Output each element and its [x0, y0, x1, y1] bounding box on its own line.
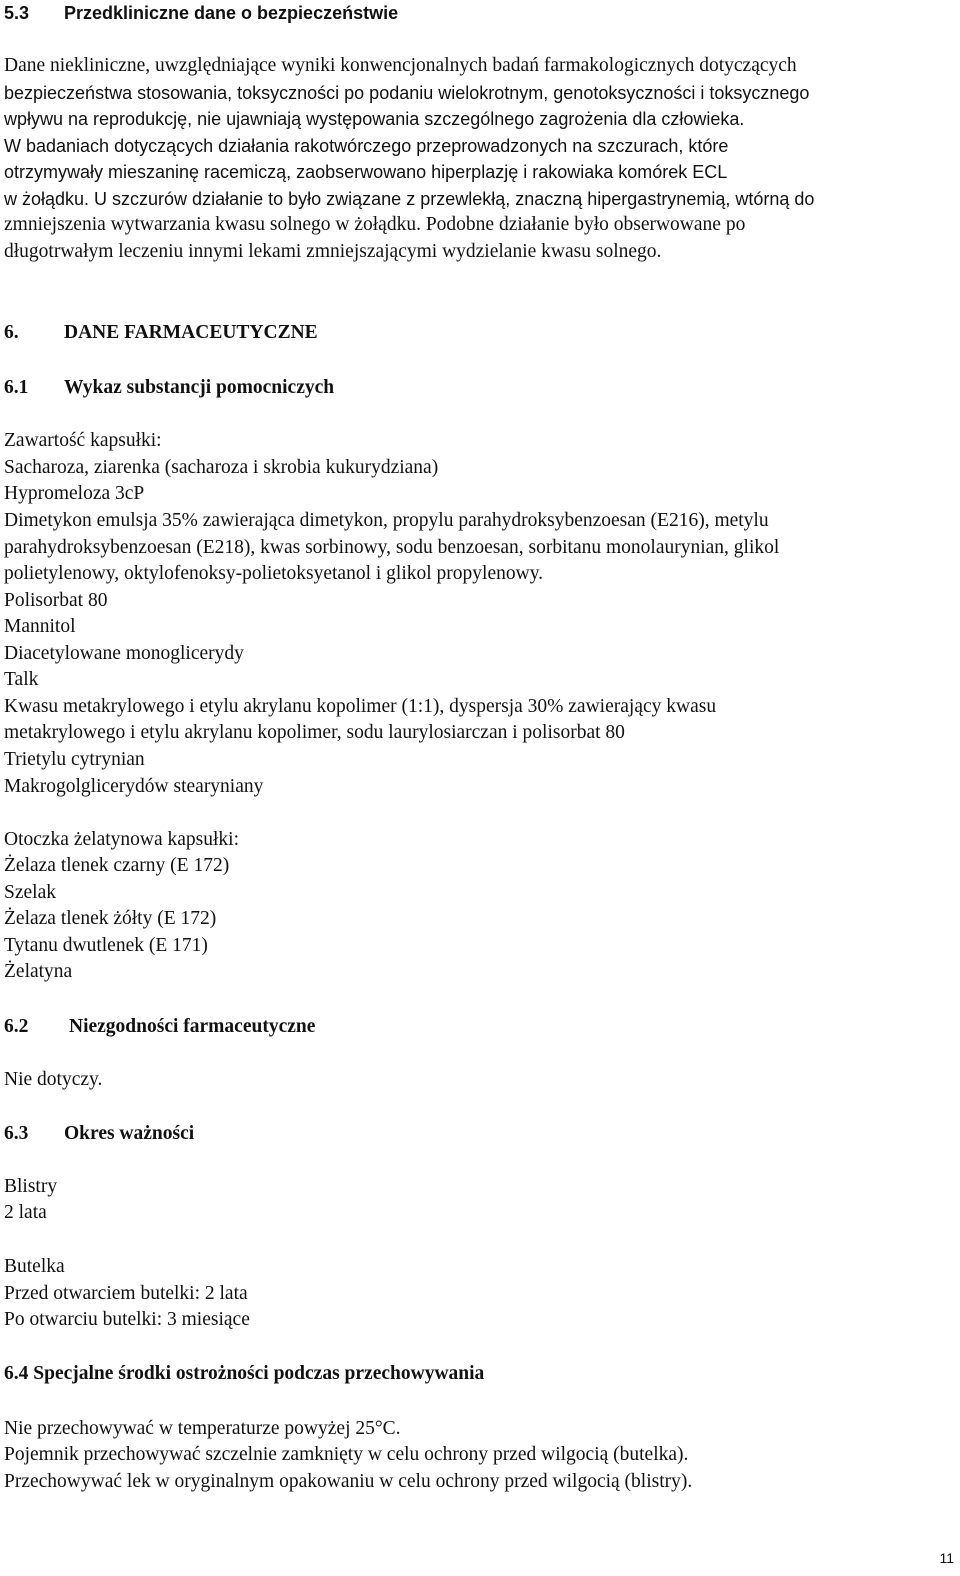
shell-line: Szelak — [4, 882, 56, 903]
excipient-line: Talk — [4, 669, 39, 690]
excipient-subheading: Zawartość kapsułki: — [4, 430, 162, 451]
shelf-life-line: 2 lata — [4, 1202, 47, 1223]
excipient-line: Trietylu cytrynian — [4, 749, 145, 770]
shelf-life-line: Blistry — [4, 1176, 58, 1197]
section-6-3-heading — [4, 1121, 194, 1147]
excipient-line: Kwasu metakrylowego i etylu akrylanu kopolimer (1:1), dyspersja 30% zawierający kwasu — [4, 696, 717, 717]
excipient-line: polietylenowy, oktylofenoksy-polietoksyetanol i glikol propylenowy. — [4, 563, 544, 584]
section-number: 6.3 — [4, 1123, 29, 1144]
body-line: Dane niekliniczne, uwzględniające wyniki konwencjonalnych badań farmakologicznych dotyczących — [4, 55, 797, 76]
body-line: Nie dotyczy. — [4, 1069, 103, 1090]
page-number: 11 — [939, 1550, 954, 1566]
excipient-line: Diacetylowane monoglicerydy — [4, 643, 244, 664]
section-title: Niezgodności farmaceutyczne — [69, 1016, 316, 1037]
body-line: wpływu na reprodukcję, nie ujawniają występowania szczególnego zagrożenia dla człowieka. — [4, 109, 745, 129]
section-title: DANE FARMACEUTYCZNE — [64, 322, 318, 343]
excipient-line: Hypromeloza 3cP — [4, 483, 145, 504]
body-line: długotrwałym leczeniu innymi lekami zmniejszającymi wydzielanie kwasu solnego. — [4, 241, 662, 262]
shelf-life-line: Przed otwarciem butelki: 2 lata — [4, 1283, 248, 1304]
section-6-heading — [4, 320, 318, 346]
section-number: 6.1 — [4, 377, 29, 398]
shell-subheading: Otoczka żelatynowa kapsułki: — [4, 829, 239, 850]
section-6-2-heading — [4, 1014, 315, 1040]
excipient-line: metakrylowego i etylu akrylanu kopolimer, sodu laurylosiarczan i polisorbat 80 — [4, 722, 625, 743]
section-number: 6. — [4, 322, 19, 343]
shell-line: Żelaza tlenek żółty (E 172) — [4, 908, 217, 929]
shelf-life-line: Po otwarciu butelki: 3 miesiące — [4, 1309, 250, 1330]
shell-line: Żelatyna — [4, 961, 73, 982]
section-5-3-heading — [4, 0, 398, 26]
section-6-4-heading — [4, 1361, 484, 1387]
body-line: zmniejszenia wytwarzania kwasu solnego w żołądku. Podobne działanie było obserwowane po — [4, 214, 746, 235]
section-6-1-heading — [4, 375, 334, 401]
excipient-line: Sacharoza, ziarenka (sacharoza i skrobia kukurydziana) — [4, 457, 439, 478]
storage-line: Przechowywać lek w oryginalnym opakowaniu w celu ochrony przed wilgocią (blistry). — [4, 1471, 693, 1492]
shell-line: Tytanu dwutlenek (E 171) — [4, 935, 208, 956]
shell-line: Żelaza tlenek czarny (E 172) — [4, 855, 230, 876]
section-number: 5.3 — [4, 3, 30, 23]
storage-line: Pojemnik przechowywać szczelnie zamknięty w celu ochrony przed wilgocią (butelka). — [4, 1444, 689, 1465]
section-number: 6.4 — [4, 1363, 29, 1384]
excipient-line: Mannitol — [4, 616, 76, 637]
section-title: Okres ważności — [64, 1123, 195, 1144]
shelf-life-line: Butelka — [4, 1256, 65, 1277]
excipient-line: Polisorbat 80 — [4, 590, 108, 611]
excipient-line: Dimetykon emulsja 35% zawierająca dimetykon, propylu parahydroksybenzoesan (E216), metylu — [4, 510, 769, 531]
body-line: w żołądku. U szczurów działanie to było związane z przewlekłą, znaczną hipergastrynemią, wtórną do — [4, 189, 815, 209]
section-title: Wykaz substancji pomocniczych — [64, 377, 335, 398]
body-line: W badaniach dotyczących działania rakotwórczego przeprowadzonych na szczurach, które — [4, 136, 729, 156]
excipient-line: parahydroksybenzoesan (E218), kwas sorbinowy, sodu benzoesan, sorbitanu monolaurynian, glikol — [4, 537, 780, 558]
body-line: otrzymywały mieszaninę racemiczą, zaobserwowano hiperplazję i rakowiaka komórek ECL — [4, 162, 728, 182]
section-title: Przedkliniczne dane o bezpieczeństwie — [64, 3, 399, 23]
section-title: Specjalne środki ostrożności podczas przechowywania — [33, 1363, 485, 1384]
excipient-line: Makrogolglicerydów stearyniany — [4, 776, 264, 797]
storage-line: Nie przechowywać w temperaturze powyżej 25°C. — [4, 1418, 401, 1439]
body-line: bezpieczeństwa stosowania, toksyczności po podaniu wielokrotnym, genotoksyczności i toksycznego — [4, 83, 810, 103]
section-number: 6.2 — [4, 1016, 29, 1037]
